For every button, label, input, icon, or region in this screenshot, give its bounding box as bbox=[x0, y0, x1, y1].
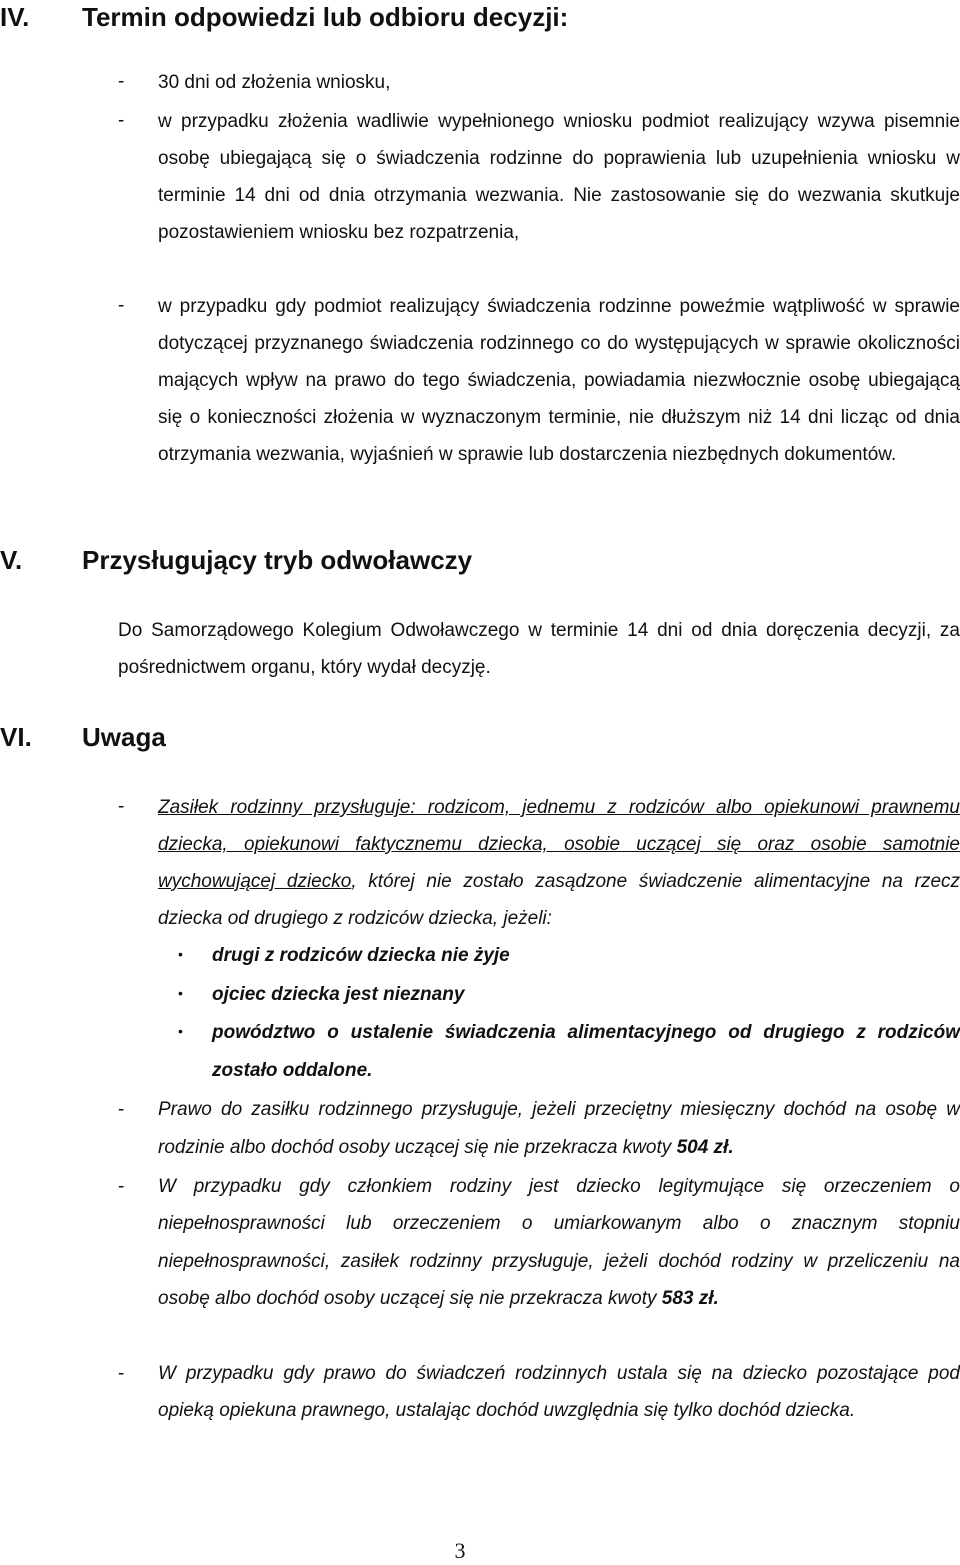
section-number: IV. bbox=[0, 2, 30, 32]
section-title: Uwaga bbox=[82, 722, 166, 752]
list-dash: - bbox=[118, 1363, 125, 1384]
section-title: Przysługujący tryb odwoławczy bbox=[82, 545, 473, 575]
underlined-text: Zasiłek rodzinny przysługuje: rodzicom, jednemu z rodziców albo opiekunowi prawnemu dziecka, opiekunowi faktycznemu dziecka, osobie uczącej się oraz osobie samotnie wychowującej dziecko bbox=[158, 797, 960, 892]
list-dash: - bbox=[118, 110, 125, 131]
page-number: 3 bbox=[454, 1538, 466, 1563]
list-dash: - bbox=[118, 796, 125, 817]
list-item: W przypadku gdy prawo do świadczeń rodzinnych ustala się na dziecko pozostające pod opieką opiekuna prawnego, ustalając dochód uwzględnia się tylko dochód dziecka. bbox=[158, 1363, 960, 1421]
bullet-icon: • bbox=[178, 985, 183, 1001]
list-dash: - bbox=[118, 1099, 125, 1120]
item-text: W przypadku gdy członkiem rodziny jest dziecko legitymujące się orzeczeniem o niepełnosprawności lub orzeczeniem o umiarkowanym albo o znacznym stopniu niepełnosprawności, zasiłek rodzinny przysługuje, jeżeli dochód rodziny w przeliczeniu na osobę albo dochód osoby uczącej się nie przekracza kwoty bbox=[158, 1176, 960, 1310]
list-dash: - bbox=[118, 1176, 125, 1197]
section-title: Termin odpowiedzi lub odbioru decyzji: bbox=[82, 2, 569, 32]
item-text: Prawo do zasiłku rodzinnego przysługuje, jeżeli przeciętny miesięczny dochód na osobę w rodzinie albo dochód osoby uczącej się nie przekracza kwoty bbox=[158, 1099, 960, 1158]
list-item: w przypadku gdy podmiot realizujący świadczenia rodzinne poweźmie wątpliwość w sprawie dotyczącej przyznanego świadczenia rodzinnego co do występujących w sprawie okoliczności mających wpływ na prawo do tego świadczenia, powiadamia niezwłocznie osobę ubiegającą się o konieczności złożenia w wyznaczonym terminie, nie dłuższym niż 14 dni licząc od dnia otrzymania wezwania, wyjaśnień w sprawie lub dostarczenia niezbędnych dokumentów. bbox=[158, 296, 960, 465]
appeal-paragraph: Do Samorządowego Kolegium Odwoławczego w terminie 14 dni od dnia doręczenia decyzji, za pośrednictwem organu, który wydał decyzję. bbox=[118, 620, 960, 678]
list-item bbox=[158, 789, 960, 937]
amount-text: 504 zł. bbox=[676, 1137, 734, 1158]
section-number: V. bbox=[0, 545, 23, 575]
bullet-icon: • bbox=[178, 1023, 183, 1039]
amount-text: 583 zł. bbox=[661, 1288, 719, 1310]
list-item: w przypadku złożenia wadliwie wypełnionego wniosku podmiot realizujący wzywa pisemnie osobę ubiegającą się o świadczenia rodzinne do poprawienia lub uzupełnienia wniosku w terminie 14 dni od dnia otrzymania wezwania. Nie zastosowanie się do wezwania skutkuje pozostawieniem wniosku bez rozpatrzenia, bbox=[158, 111, 960, 243]
section-number: VI. bbox=[0, 722, 32, 752]
item-text: , której nie zostało zasądzone świadczenie alimentacyjne na rzecz dziecka od drugiego z rodziców dziecka, jeżeli: bbox=[158, 871, 960, 929]
list-item: 30 dni od złożenia wniosku, bbox=[158, 72, 391, 93]
bullet-item: ojciec dziecka jest nieznany bbox=[212, 984, 465, 1005]
list-dash: - bbox=[118, 295, 125, 316]
list-dash: - bbox=[118, 71, 125, 92]
list-item bbox=[158, 1091, 960, 1167]
list-item bbox=[158, 1168, 960, 1318]
bullet-item: drugi z rodziców dziecka nie żyje bbox=[212, 945, 510, 966]
bullet-icon: • bbox=[178, 946, 183, 962]
bullet-item: powództwo o ustalenie świadczenia alimentacyjnego od drugiego z rodziców zostało oddalone. bbox=[212, 1022, 960, 1081]
